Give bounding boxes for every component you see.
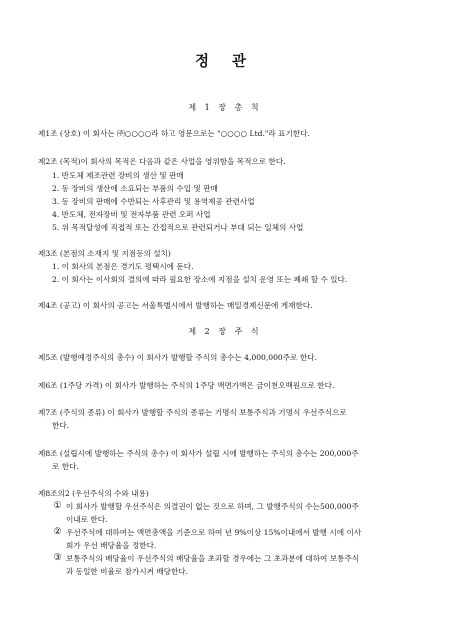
article-8-2-heading: 제8조의2 (우선주식의 수와 내용) <box>38 489 149 498</box>
chapter-1-heading: 제 1 장 총 칙 <box>188 103 262 112</box>
article-2-item: 1. 반도체 제조관련 장비의 생산 및 판매 <box>52 171 184 180</box>
article-6: 제6조 (1주당 가격) 이 회사가 발행하는 주식의 1주당 액면가액은 금이천오백원으로 한다. <box>38 381 335 390</box>
article-7-line-1: 제7조 (주식의 종류) 이 회사가 발행할 주식의 종류는 기명식 보통주식과 기명식 우선주식으로 <box>38 408 347 417</box>
article-8-2-item-2-line-1: 우선주식에 대하여는 액면총액을 기준으로 하여 년 9%이상 15%이내에서 발행 시에 이사 <box>66 528 362 537</box>
article-8-line-2: 로 한다. <box>52 462 79 471</box>
article-2-item: 2. 동 장비의 생산에 소요되는 부품의 수입 및 판매 <box>52 184 218 193</box>
article-3-item: 1. 이 회사의 본점은 경기도 평택시에 둔다. <box>52 262 194 271</box>
article-3-item: 2. 이 회사는 이사회의 결의에 따라 필요한 장소에 지점을 설치 운영 또는 폐쇄 할 수 있다. <box>52 275 348 284</box>
article-2-item: 5. 위 목적달성에 직접적 또는 간접적으로 관련되거나 부대 되는 일체의 사업 <box>52 223 304 232</box>
document-title: 정 관 <box>194 53 256 70</box>
article-8-2-item-3-line-2: 과 동일한 비율로 참가시켜 배당한다. <box>66 567 189 576</box>
article-8-2-item-1-line-1: 이 회사가 발행할 우선주식은 의결권이 없는 것으로 하며, 그 발행주식의 수는500,000주 <box>66 502 359 511</box>
circled-number-3: ③ <box>53 553 62 563</box>
article-7-line-2: 한다. <box>52 421 70 430</box>
circled-number-1: ① <box>53 501 62 511</box>
article-2-item: 3. 동 장비의 판매에 수반되는 사후관리 및 용역제공 관련사업 <box>52 197 255 206</box>
article-2-item: 4. 반도체, 전자장비 및 전자부품 관련 오퍼 사업 <box>52 210 211 219</box>
article-2-heading: 제2조 (목적)이 회사의 목적은 다음과 같은 사업을 영위함을 목적으로 한다. <box>38 157 286 166</box>
article-8-2-item-2-line-2: 회가 우선 배당율을 정한다. <box>66 541 157 550</box>
chapter-2-heading: 제 2 장 주 식 <box>188 327 262 336</box>
article-3-heading: 제3조 (본점의 소재지 및 지점등의 설치) <box>38 249 171 258</box>
article-8-line-1: 제8조 (설립시에 발행하는 주식의 총수) 이 회사가 설립 시에 발행하는 주식의 총수는 200,000주 <box>38 449 359 458</box>
article-8-2-item-3-line-1: 보통주식의 배당율이 우선주식의 배당율을 초과할 경우에는 그 초과분에 대하여 보통주식 <box>66 554 360 563</box>
article-8-2-item-1-line-2: 이내로 한다. <box>66 515 108 524</box>
article-1: 제1조 (상호) 이 회사는 ㈜○○○○라 하고 영문으로는 "○○○○ Ltd."라 표기한다. <box>38 129 310 138</box>
article-5: 제5조 (발행예정주식의 총수) 이 회사가 발행할 주식의 총수는 4,000,000주로 한다. <box>38 353 317 362</box>
circled-number-2: ② <box>53 527 62 537</box>
article-4: 제4조 (공고) 이 회사의 공고는 서울특별시에서 발행하는 매일경제신문에 게재한다. <box>38 301 313 310</box>
